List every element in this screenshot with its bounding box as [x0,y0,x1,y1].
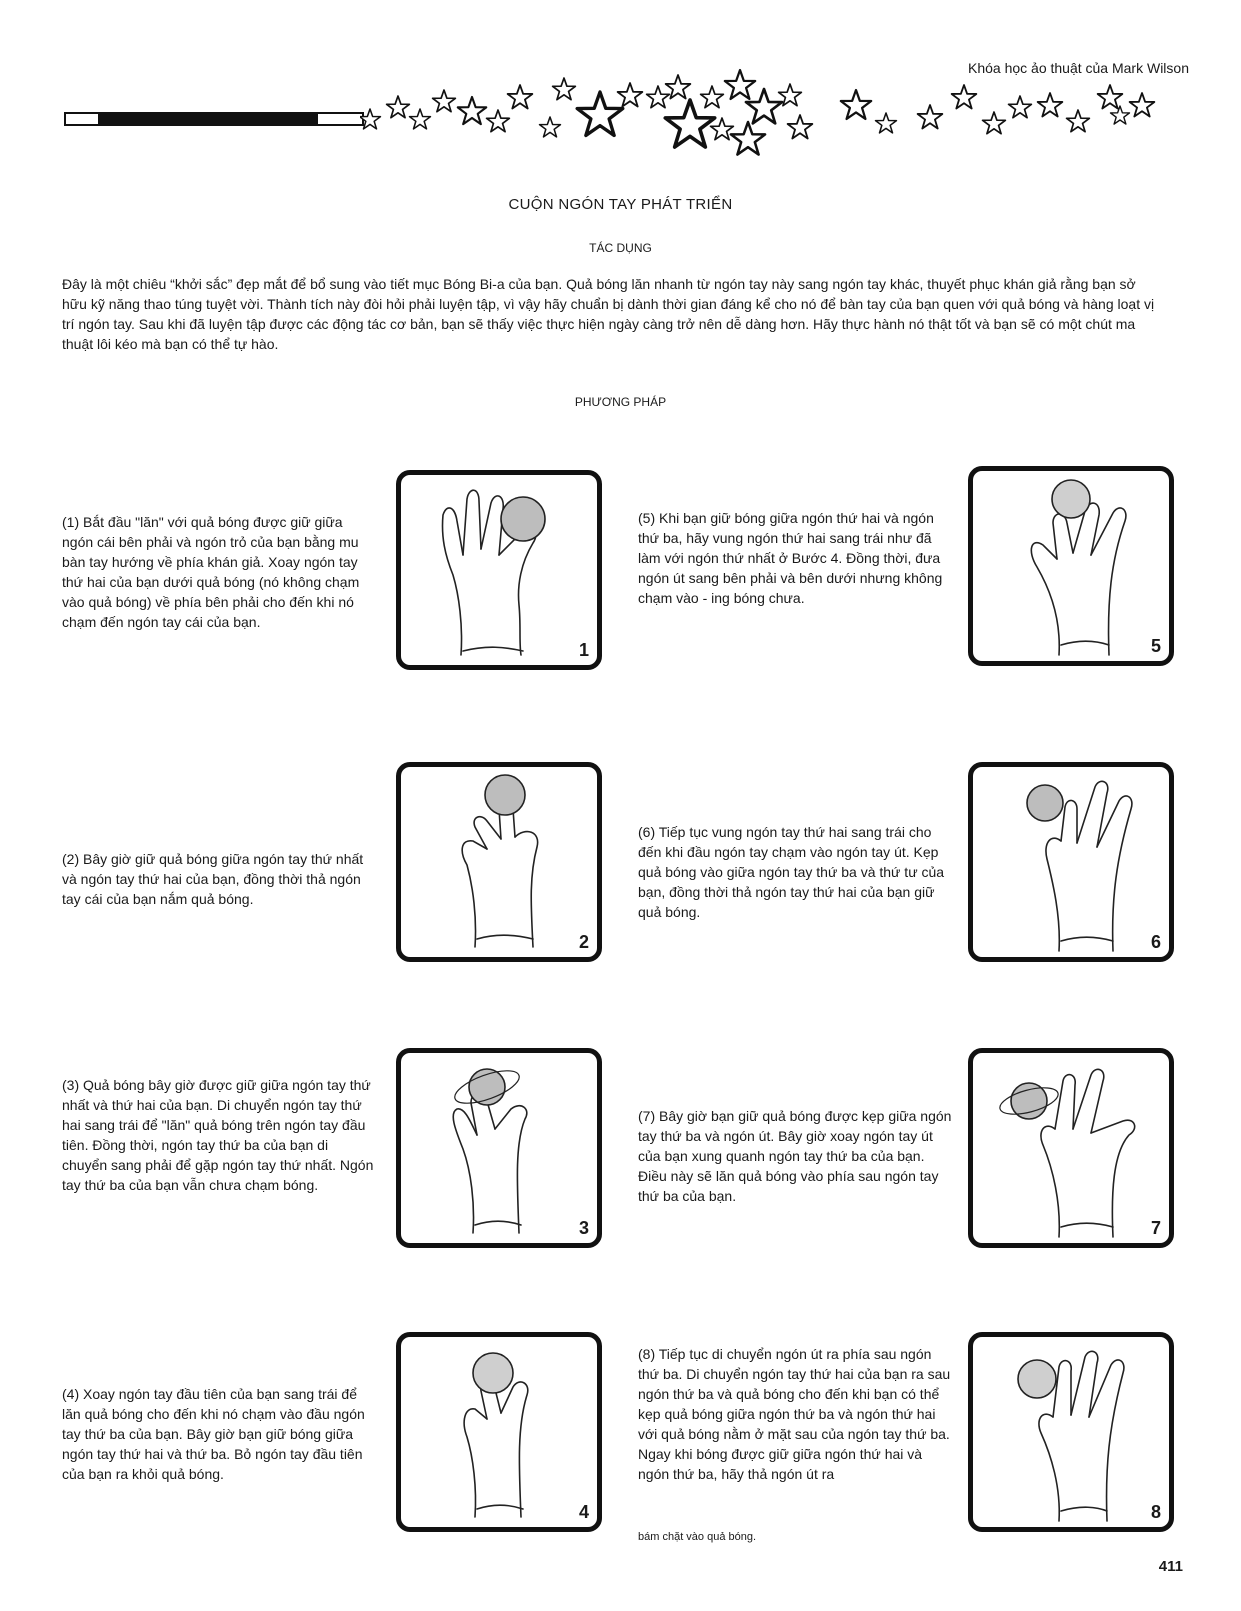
figure-number: 1 [578,640,589,660]
hand-illustration [401,475,597,665]
hand-illustration [973,1337,1169,1527]
effect-heading: TÁC DỤNG [589,241,652,255]
hand-illustration [401,1337,597,1527]
figure-number: 3 [578,1218,589,1238]
figure-number: 2 [578,932,589,952]
step-3-text: (3) Quả bóng bây giờ được giữ giữa ngón tay thứ nhất và thứ hai của bạn. Di chuyển ngón tay thứ hai sang trái để "lăn" quả bóng trên ngón tay đầu tiên. Đồng thời, ngón tay thứ ba của bạn di chuyển sang phải để gặp ngón tay thứ nhất. Ngón tay thứ ba của bạn vẫn chưa chạm bóng. [62,1077,374,1193]
hand-illustration [973,1053,1169,1243]
step-8-text: (8) Tiếp tục di chuyển ngón út ra phía sau ngón thứ ba. Di chuyển ngón tay thứ hai của bạn ra sau ngón thứ ba và quả bóng cho đến khi bạn có thể kẹp quả bóng giữa ngón thứ ba và ngón thứ hai với quả bóng nằm ở mặt sau của ngón tay thứ ba. Ngay khi bóng được giữ giữa ngón thứ hai và ngón thứ ba, hãy thả ngón út ra [638,1346,951,1482]
figure-number: 4 [578,1502,589,1522]
figure-2-frame [396,762,602,962]
method-heading: PHƯƠNG PHÁP [574,395,667,409]
step-8-tail: bám chặt vào quả bóng. [638,1531,757,1543]
figure-4-frame [396,1332,602,1532]
figure-5-frame [968,466,1174,666]
figure-number: 6 [1150,932,1161,952]
page-number: 411 [1158,1558,1183,1575]
page-title: CUỘN NGÓN TAY PHÁT TRIỂN [508,196,733,213]
figure-number: 7 [1150,1218,1161,1238]
figure-number: 5 [1150,636,1161,656]
step-4-text: (4) Xoay ngón tay đầu tiên của bạn sang trái để lăn quả bóng cho đến khi nó chạm vào đầu ngón tay thứ ba của bạn. Bây giờ bạn giữ bóng giữa ngón tay thứ hai và thứ ba. Bỏ ngón tay đầu tiên của bạn ra khỏi quả bóng. [62,1386,365,1482]
hand-illustration [973,471,1169,661]
star-icon [360,70,1154,155]
hand-illustration [973,767,1169,957]
step-7-text: (7) Bây giờ bạn giữ quả bóng được kẹp giữa ngón tay thứ ba và ngón út. Bây giờ xoay ngón tay út của bạn xung quanh ngón tay thứ ba của bạn. Điều này sẽ lăn quả bóng vào phía sau ngón tay thứ ba của bạn. [638,1108,952,1204]
figure-number: 8 [1150,1502,1161,1522]
figure-1-frame [396,470,602,670]
figure-8-frame [968,1332,1174,1532]
step-6-text: (6) Tiếp tục vung ngón tay thứ hai sang trái cho đến khi đầu ngón tay chạm vào ngón tay út. Kẹp quả bóng vào giữa ngón tay thứ ba và thứ tư của bạn, đồng thời thả ngón tay thứ hai của bạn giữ quả bóng. [638,824,945,920]
magic-wand-decoration [64,112,364,126]
figure-6-frame [968,762,1174,962]
step-1-text: (1) Bắt đầu "lăn" với quả bóng được giữ giữa ngón cái bên phải và ngón trỏ của bạn bằng mu bàn tay hướng về phía khán giả. Xoay ngón tay thứ hai của bạn dưới quả bóng (nó không chạm vào quả bóng) về phía bên phải cho đến khi nó chạm đến ngón tay cái của bạn. [62,514,360,630]
hand-illustration [401,767,597,957]
figure-3-frame [396,1048,602,1248]
header-credit: Khóa học ảo thuật của Mark Wilson [967,60,1189,76]
figure-7-frame [968,1048,1174,1248]
step-2-text: (2) Bây giờ giữ quả bóng giữa ngón tay thứ nhất và ngón tay thứ hai của bạn, đồng thời thả ngón tay cái của bạn nắm quả bóng. [62,851,364,907]
hand-illustration [401,1053,597,1243]
stars-decoration [360,68,1190,178]
effect-text: Đây là một chiêu “khởi sắc” đẹp mắt để bổ sung vào tiết mục Bóng Bi-a của bạn. Quả bóng lăn nhanh từ ngón tay này sang ngón tay khác, thuyết phục khán giả rằng bạn sở hữu kỹ năng thao túng tuyệt vời. Thành tích này đòi hỏi phải luyện tập, vì vậy hãy chuẩn bị dành thời gian đáng kể cho nó để bàn tay của bạn quen với quả bóng và hàng loạt vị trí ngón tay. Sau khi đã luyện tập được các động tác cơ bản, bạn sẽ thấy việc thực hiện ngày càng trở nên dễ dàng hơn. Hãy thực hành nó thật tốt và bạn sẽ có một chút ma thuật lôi kéo mà bạn có thể tự hào. [62,276,1155,352]
step-5-text: (5) Khi bạn giữ bóng giữa ngón thứ hai và ngón thứ ba, hãy vung ngón thứ hai sang trái như đã làm với ngón thứ nhất ở Bước 4. Đồng thời, đưa ngón út sang bên phải và bên dưới nhưng không chạm vào - ing bóng chưa. [638,510,943,606]
